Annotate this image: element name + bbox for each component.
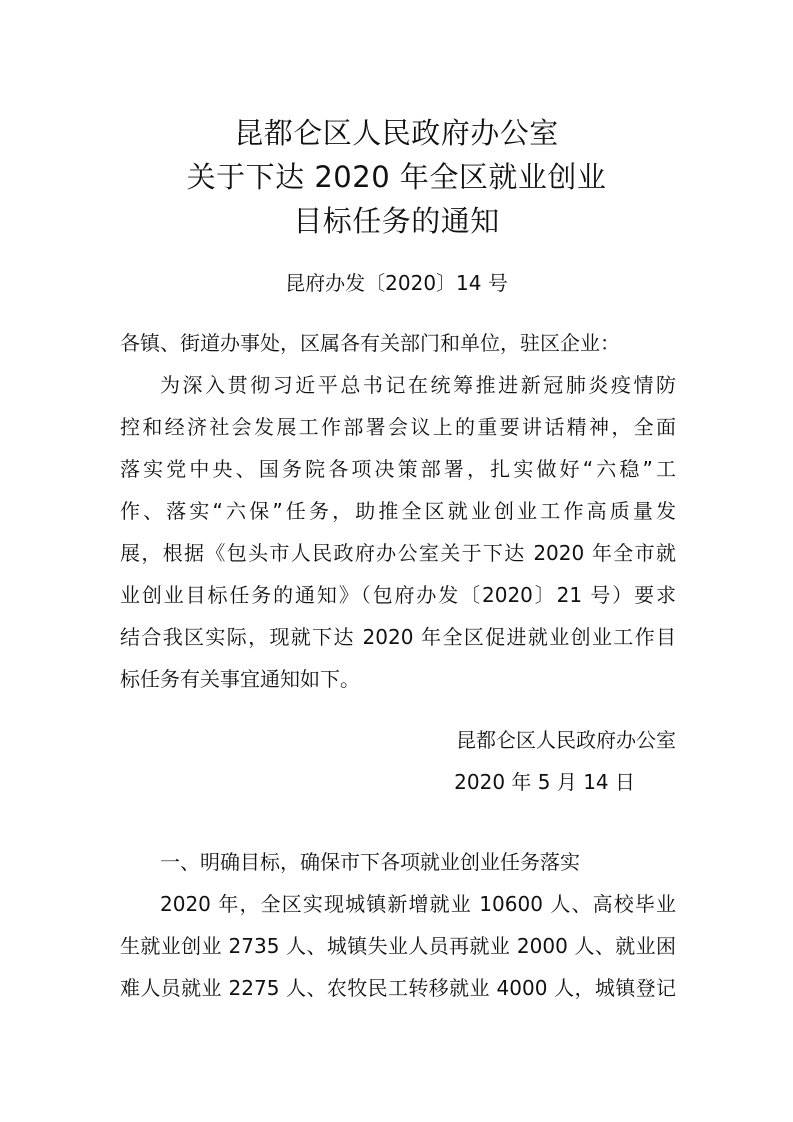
- document-title-line-2: 关于下达 2020 年全区就业创业: [186, 160, 607, 194]
- body-paragraph-line: 展，根据《包头市人民政府办公室关于下达 2020 年全市就: [120, 541, 676, 565]
- body-paragraph-line: 标任务有关事宜通知如下。: [120, 667, 360, 691]
- document-title-line-1: 昆都仑区人民政府办公室: [234, 116, 559, 150]
- section-heading: 一、明确目标，确保市下各项就业创业任务落实: [160, 850, 580, 874]
- addressee-line: 各镇、街道办事处，区属各有关部门和单位，驻区企业：: [120, 331, 620, 355]
- signature-organization: 昆都仑区人民政府办公室: [456, 728, 676, 752]
- body-paragraph-line: 落实党中央、国务院各项决策部署，扎实做好“六稳”工: [120, 457, 676, 481]
- section-paragraph-line: 生就业创业 2735 人、城镇失业人员再就业 2000 人、就业困: [120, 934, 676, 958]
- body-paragraph-line: 控和经济社会发展工作部署会议上的重要讲话精神，全面: [120, 415, 676, 439]
- section-paragraph-line: 2020 年，全区实现城镇新增就业 10600 人、高校毕业: [160, 892, 676, 916]
- body-paragraph-line: 作、落实“六保”任务，助推全区就业创业工作高质量发: [120, 499, 676, 523]
- section-paragraph-line: 难人员就业 2275 人、农牧民工转移就业 4000 人，城镇登记: [120, 976, 676, 1000]
- document-title-line-3: 目标任务的通知: [293, 204, 500, 238]
- body-paragraph-line: 为深入贯彻习近平总书记在统筹推进新冠肺炎疫情防: [160, 373, 676, 397]
- document-number: 昆府办发〔2020〕14 号: [285, 271, 508, 295]
- body-paragraph-line: 结合我区实际，现就下达 2020 年全区促进就业创业工作目: [120, 625, 676, 649]
- body-paragraph-line: 业创业目标任务的通知》（包府办发〔2020〕21 号）要求: [120, 583, 676, 607]
- signature-date: 2020 年 5 月 14 日: [454, 770, 635, 794]
